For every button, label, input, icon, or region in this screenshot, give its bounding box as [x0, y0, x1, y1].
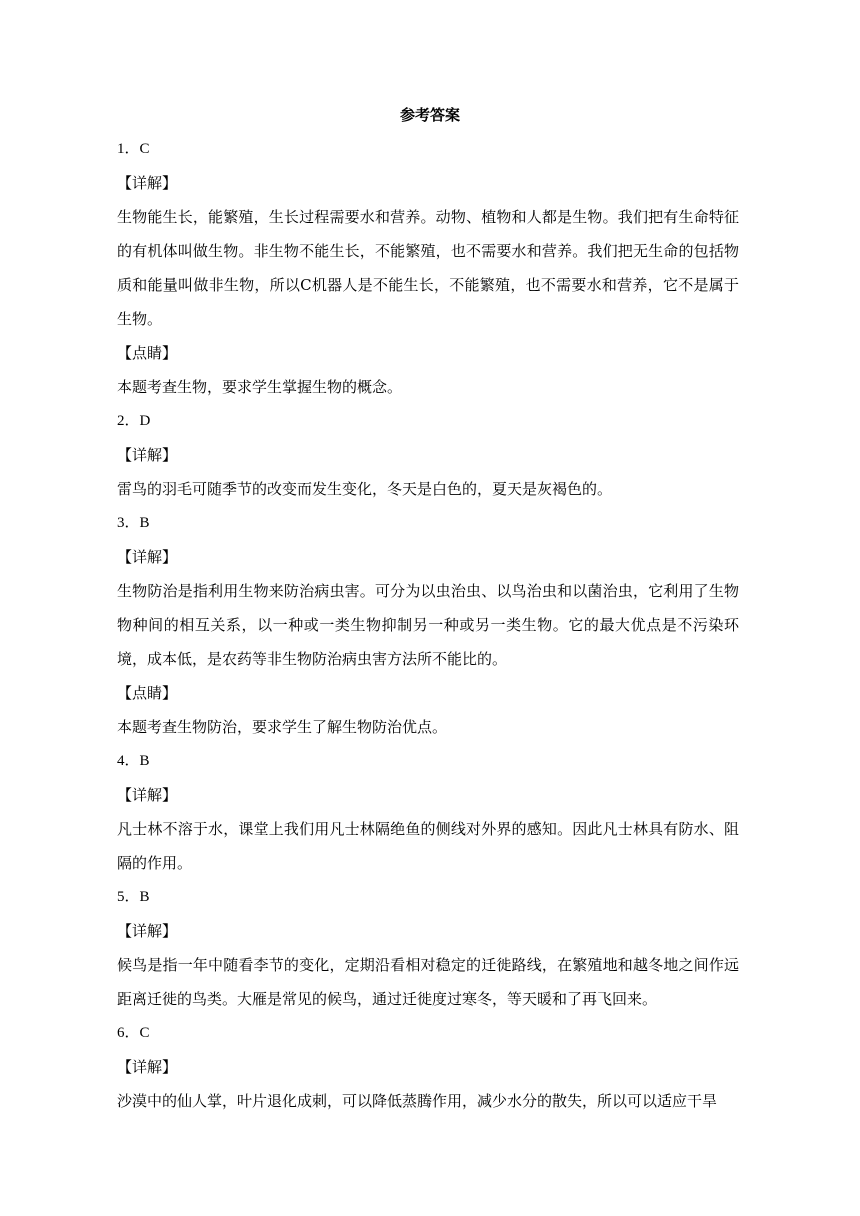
section-heading: 【详解】 — [117, 446, 178, 464]
answer-number: 6．C — [117, 1025, 150, 1041]
page-title: 参考答案 — [399, 106, 460, 124]
answer-list — [117, 132, 739, 1118]
section-heading: 【点睛】 — [117, 344, 178, 362]
answer-number: 1．C — [117, 141, 150, 157]
section-heading: 【详解】 — [117, 174, 178, 192]
section-text: 本题考查生物防治，要求学生了解生物防治优点。 — [117, 718, 448, 736]
section-heading: 【详解】 — [117, 1058, 178, 1076]
section-text: 雷鸟的羽毛可随季节的改变而发生变化，冬天是白色的，夏天是灰褐色的。 — [117, 480, 613, 498]
answer-number: 2．D — [117, 413, 151, 429]
answer-number: 3．B — [117, 515, 150, 531]
answer-number: 5．B — [117, 889, 150, 905]
section-text: 本题考查生物，要求学生掌握生物的概念。 — [117, 378, 403, 396]
section-heading: 【详解】 — [117, 786, 178, 804]
section-text: 沙漠中的仙人掌，叶片退化成刺，可以降低蒸腾作用，减少水分的散失，所以可以适应干旱 — [117, 1092, 718, 1110]
section-heading: 【点睛】 — [117, 684, 178, 702]
section-heading: 【详解】 — [117, 922, 178, 940]
answer-number: 4．B — [117, 753, 150, 769]
section-text: 候鸟是指一年中随看李节的变化，定期沿看相对稳定的迁徙路线，在繁殖地和越冬地之间作远距离迁徙的鸟类。大雁是常见的候鸟，通过迁徙度过寒冬，等天暖和了再飞回来。 — [117, 956, 739, 1008]
section-text: 生物防治是指利用生物来防治病虫害。可分为以虫治虫、以鸟治虫和以菌治虫，它利用了生物物种间的相互关系，以一种或一类生物抑制另一种或另一类生物。它的最大优点是不污染环境，成本低，是农药等非生物防治病虫害方法所不能比的。 — [117, 582, 739, 668]
section-text: 生物能生长，能繁殖，生长过程需要水和营养。动物、植物和人都是生物。我们把有生命特征的有机体叫做生物。非生物不能生长，不能繁殖，也不需要水和营养。我们把无生命的包括物质和能量叫做非生物，所以C机器人是不能生长，不能繁殖，也不需要水和营养，它不是属于生物。 — [117, 208, 739, 328]
section-text: 凡士林不溶于水，课堂上我们用凡士林隔绝鱼的侧线对外界的感知。因此凡士林具有防水、阻隔的作用。 — [117, 820, 739, 872]
section-heading: 【详解】 — [117, 548, 178, 566]
